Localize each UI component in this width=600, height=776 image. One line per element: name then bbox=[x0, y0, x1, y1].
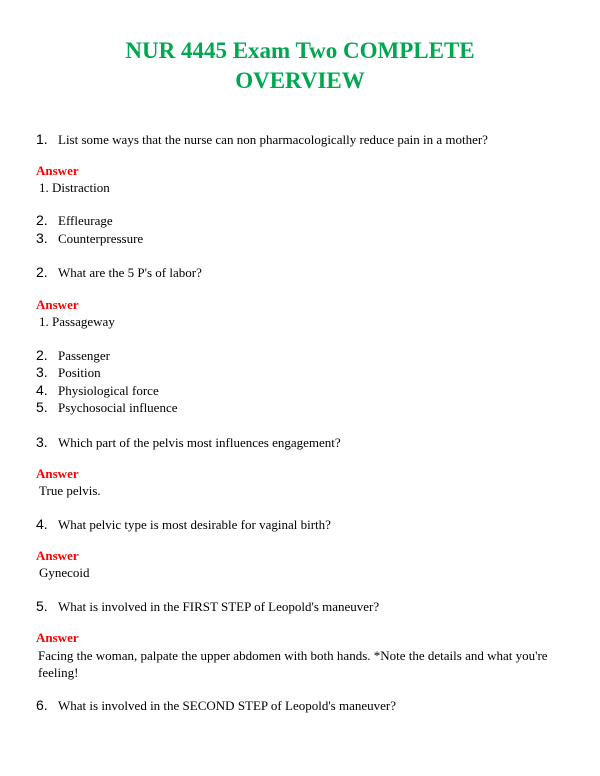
list-number: 2. bbox=[36, 347, 48, 363]
question-number: 2. bbox=[36, 264, 48, 280]
question-text: List some ways that the nurse can non pharmacologically reduce pain in a mother? bbox=[58, 132, 488, 147]
list-item: Effleurage bbox=[58, 213, 113, 228]
list-item: Counterpressure bbox=[58, 231, 144, 246]
answer-label: Answer bbox=[36, 163, 79, 178]
answer-text: True pelvis. bbox=[39, 483, 101, 498]
question-text: What is involved in the SECOND STEP of Leopold's maneuver? bbox=[58, 698, 396, 713]
answer-label: Answer bbox=[36, 297, 79, 312]
answer-label: Answer bbox=[36, 548, 79, 563]
list-number: 2. bbox=[36, 212, 48, 228]
question-text: What pelvic type is most desirable for vaginal birth? bbox=[58, 517, 331, 532]
question-text: Which part of the pelvis most influences engagement? bbox=[58, 435, 341, 450]
question-text: What are the 5 P's of labor? bbox=[58, 265, 202, 280]
question-number: 3. bbox=[36, 434, 48, 450]
document-title-line-2: OVERVIEW bbox=[235, 68, 365, 93]
question-number: 4. bbox=[36, 516, 48, 532]
answer-label: Answer bbox=[36, 466, 79, 481]
question-number: 6. bbox=[36, 697, 48, 713]
answer-label: Answer bbox=[36, 630, 79, 645]
list-number: 4. bbox=[36, 382, 48, 398]
document-title-line-1: NUR 4445 Exam Two COMPLETE bbox=[125, 38, 475, 63]
question-number: 1. bbox=[36, 131, 48, 147]
question-text: What is involved in the FIRST STEP of Leopold's maneuver? bbox=[58, 599, 380, 614]
list-number: 5. bbox=[36, 399, 48, 415]
answer-text: Gynecoid bbox=[39, 565, 90, 580]
answer-text: 1. Distraction bbox=[39, 180, 110, 195]
list-item: Psychosocial influence bbox=[58, 400, 178, 415]
answer-text: Facing the woman, palpate the upper abdomen with both hands. *Note the details and what you're feeling! bbox=[38, 648, 548, 680]
question-number: 5. bbox=[36, 598, 48, 614]
list-item: Physiological force bbox=[58, 383, 159, 398]
list-number: 3. bbox=[36, 230, 48, 246]
answer-text: 1. Passageway bbox=[39, 314, 115, 329]
list-item: Position bbox=[58, 365, 101, 380]
list-item: Passenger bbox=[58, 348, 110, 363]
list-number: 3. bbox=[36, 364, 48, 380]
